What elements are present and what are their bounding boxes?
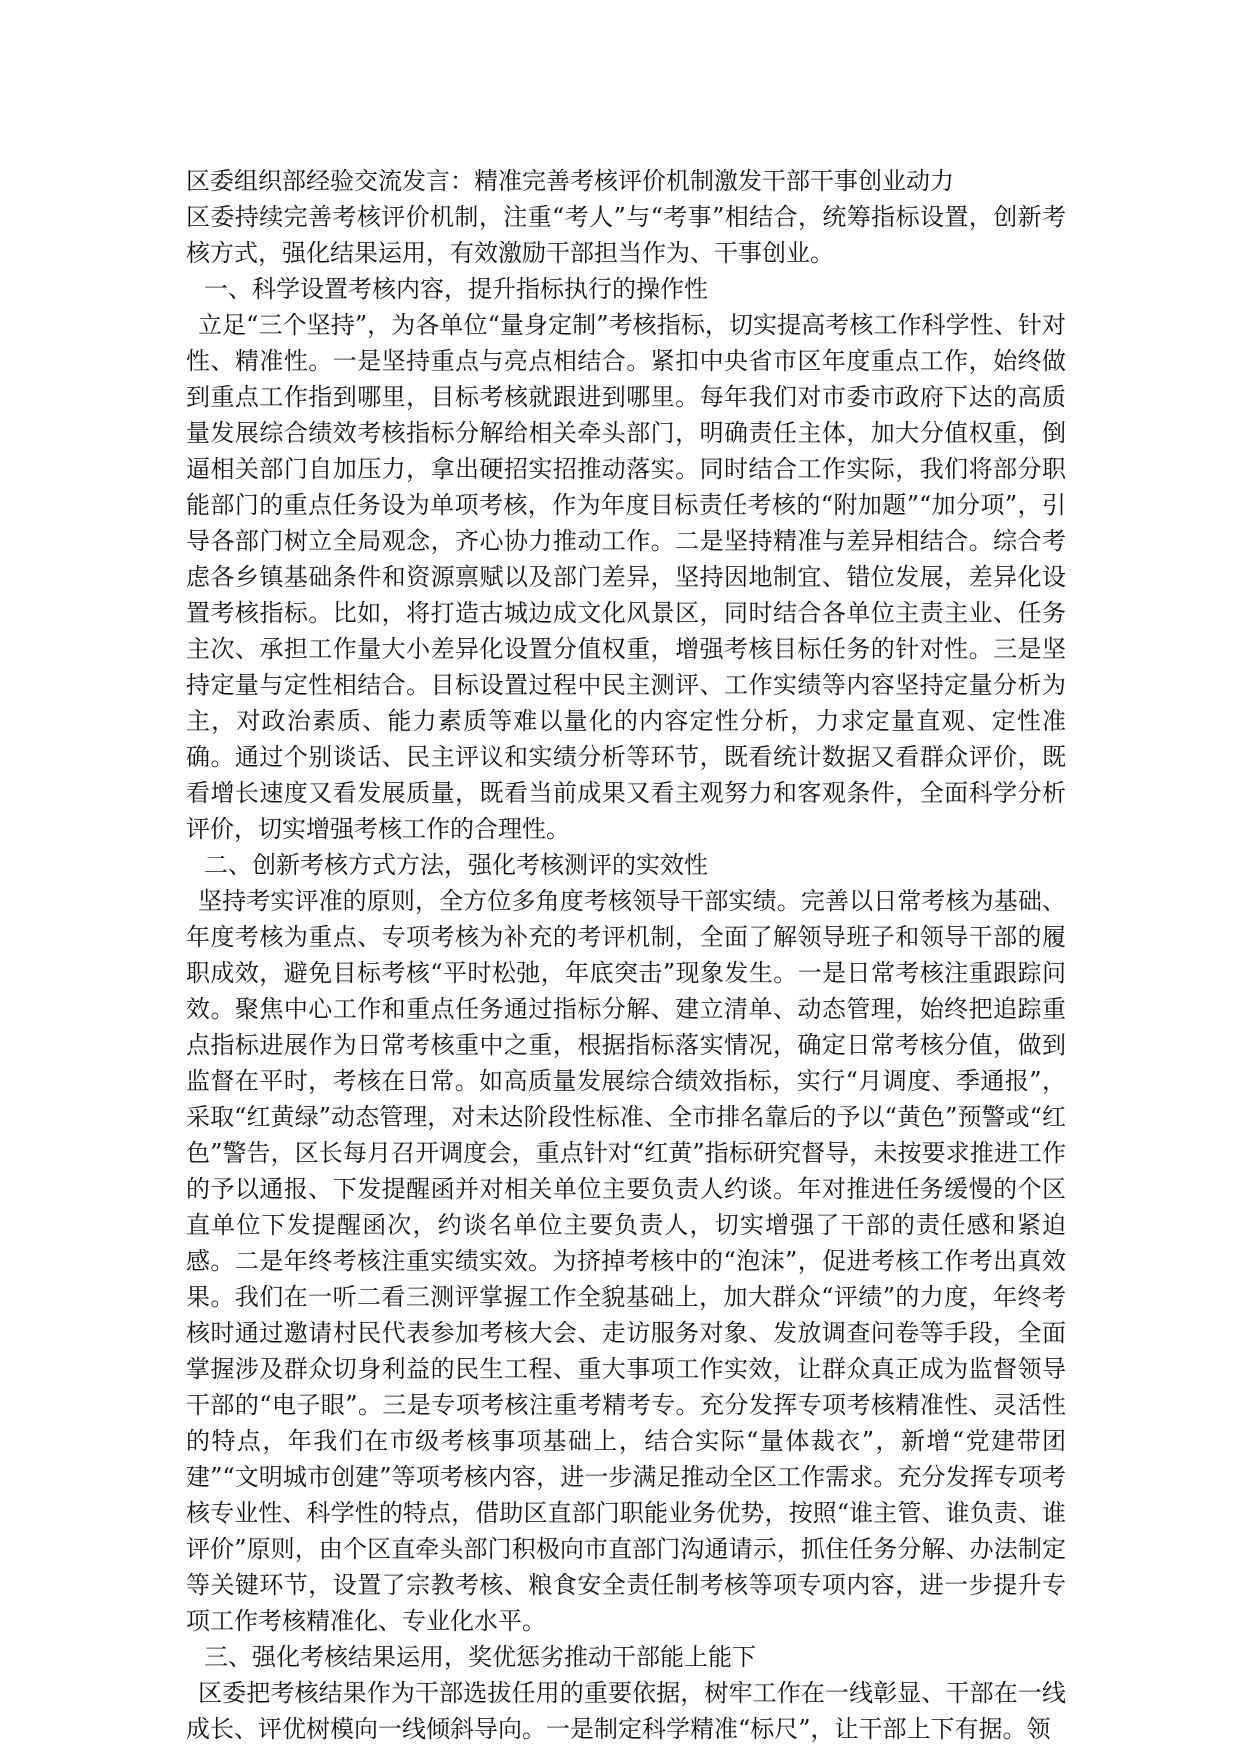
section-heading-2: 二、创新考核方式方法，强化考核测评的实效性 <box>204 851 708 879</box>
document-title: 区委组织部经验交流发言：精准完善考核评价机制激发干部干事创业动力 <box>186 167 954 195</box>
section-body-1: 立足“三个坚持”，为各单位“量身定制”考核指标，切实提高考核工作科学性、针对性、精准性。一是坚持重点与亮点相结合。紧扣中央省市区年度重点工作，始终做到重点工作指到哪里，目标考核就跟进到哪里。每年我们对市委市政府下达的高质量发展综合绩效考核指标分解给相关牵头部门，明确责任主体，加大分值权重，倒逼相关部门自加压力，拿出硬招实招推动落实。同时结合工作实际，我们将部分职能部门的重点任务设为单项考核，作为年度目标责任考核的“附加题”“加分项”，引导各部门树立全局观念，齐心协力推动工作。二是坚持精准与差异相结合。综合考虑各乡镇基础条件和资源禀赋以及部门差异，坚持因地制宜、错位发展，差异化设置考核指标。比如，将打造古城边成文化风景区，同时结合各单位主责主业、任务主次、承担工作量大小差异化设置分值权重，增强考核目标任务的针对性。三是坚持定量与定性相结合。目标设置过程中民主测评、工作实绩等内容坚持定量分析为主，对政治素质、能力素质等难以量化的内容定性分析，力求定量直观、定性准确。通过个别谈话、民主评议和实绩分析等环节，既看统计数据又看群众评价，既看增长速度又看发展质量，既看当前成果又看主观努力和客观条件，全面科学分析评价，切实增强考核工作的合理性。 <box>186 311 1066 843</box>
section-heading-1: 一、科学设置考核内容，提升指标执行的操作性 <box>204 275 708 303</box>
intro-paragraph: 区委持续完善考核评价机制，注重“考人”与“考事”相结合，统筹指标设置，创新考核方式，强化结果运用，有效激励干部担当作为、干事创业。 <box>186 203 1066 267</box>
document-body <box>186 163 1066 1747</box>
section-body-3: 区委把考核结果作为干部选拔任用的重要依据，树牢工作在一线彰显、干部在一线成长、评优树模向一线倾斜导向。一是制定科学精准“标尺”，让干部上下有据。领 <box>186 1679 1066 1743</box>
section-heading-3: 三、强化考核结果运用，奖优惩劣推动干部能上能下 <box>204 1643 756 1671</box>
section-body-2: 坚持考实评准的原则，全方位多角度考核领导干部实绩。完善以日常考核为基础、年度考核为重点、专项考核为补充的考评机制，全面了解领导班子和领导干部的履职成效，避免目标考核“平时松弛，年底突击”现象发生。一是日常考核注重跟踪问效。聚焦中心工作和重点任务通过指标分解、建立清单、动态管理，始终把追踪重点指标进展作为日常考核重中之重，根据指标落实情况，确定日常考核分值，做到监督在平时，考核在日常。如高质量发展综合绩效指标，实行“月调度、季通报”，采取“红黄绿”动态管理，对未达阶段性标准、全市排名靠后的予以“黄色”预警或“红色”警告，区长每月召开调度会，重点针对“红黄”指标研究督导，未按要求推进工作的予以通报、下发提醒函并对相关单位主要负责人约谈。年对推进任务缓慢的个区直单位下发提醒函次，约谈名单位主要负责人，切实增强了干部的责任感和紧迫感。二是年终考核注重实绩实效。为挤掉考核中的“泡沫”，促进考核工作考出真效果。我们在一听二看三测评掌握工作全貌基础上，加大群众“评绩”的力度，年终考核时通过邀请村民代表参加考核大会、走访服务对象、发放调查问卷等手段，全面掌握涉及群众切身利益的民生工程、重大事项工作实效，让群众真正成为监督领导干部的“电子眼”。三是专项考核注重考精考专。充分发挥专项考核精准性、灵活性的特点，年我们在市级考核事项基础上，结合实际“量体裁衣”，新增“党建带团建”“文明城市创建”等项考核内容，进一步满足推动全区工作需求。充分发挥专项考核专业性、科学性的特点，借助区直部门职能业务优势，按照“谁主管、谁负责、谁评价”原则，由个区直牵头部门积极向市直部门沟通请示，抓住任务分解、办法制定等关键环节，设置了宗教考核、粮食安全责任制考核等项专项内容，进一步提升专项工作考核精准化、专业化水平。 <box>186 887 1066 1635</box>
